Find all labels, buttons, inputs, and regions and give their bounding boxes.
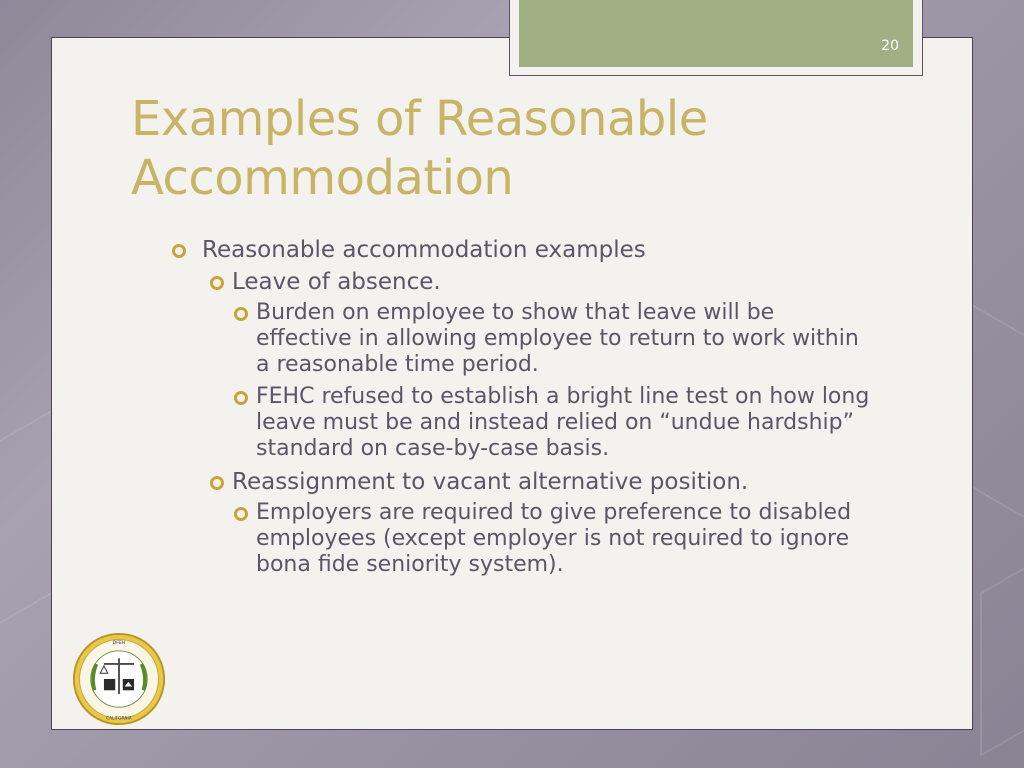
page-number: 20 [881, 38, 899, 54]
bullet-text: Burden on employee to show that leave will be effective in allowing employee to return to work within a reasonable time period. [256, 300, 859, 377]
svg-text:DFEH: DFEH [112, 641, 126, 647]
bullet-text: Employers are required to give preference to disabled employees (except employer is not required to ignore bona fide seniority system). [256, 500, 852, 577]
list-item [232, 384, 872, 462]
background-hexagon [980, 527, 1024, 757]
list-item [232, 500, 872, 578]
page-number-tab-fill [519, 0, 913, 67]
bullet-icon [234, 507, 248, 521]
slide-title: Examples of Reasonable Accommodation [131, 91, 708, 206]
bullet-text: Leave of absence. [232, 269, 441, 295]
bullet-icon [172, 244, 186, 258]
list-item [202, 468, 872, 496]
list-item [172, 236, 872, 264]
page-number-tab [509, 0, 923, 76]
svg-text:CALIFORNIA: CALIFORNIA [106, 715, 132, 721]
bullet-list [172, 236, 872, 584]
bullet-icon [210, 276, 224, 290]
bullet-text: Reasonable accommodation examples [202, 237, 646, 263]
bullet-icon [234, 391, 248, 405]
bullet-icon [210, 476, 224, 490]
bullet-icon [234, 307, 248, 321]
bullet-text: FEHC refused to establish a bright line test on how long leave must be and instead relied on “undue hardship” standard on case-by-case basis. [256, 384, 870, 461]
list-item [202, 268, 872, 296]
dfeh-seal-logo [72, 632, 166, 726]
bullet-text: Reassignment to vacant alternative position. [232, 469, 749, 495]
list-item [232, 300, 872, 378]
